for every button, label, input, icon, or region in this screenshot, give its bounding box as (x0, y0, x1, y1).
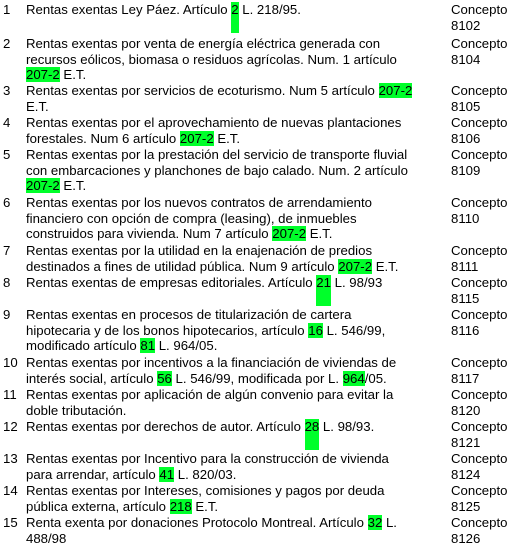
item-description (26, 243, 444, 274)
text-segment: modificado artículo (26, 338, 141, 354)
text-segment: L. 820/03. (174, 466, 237, 482)
concept-label: Concepto (451, 195, 508, 210)
concept-number: 8106 (451, 130, 481, 146)
concept-label: Concepto (451, 275, 508, 290)
description-line (26, 307, 444, 323)
text-segment: E.T. (372, 258, 399, 274)
highlighted-article-number: 207-2 (179, 130, 214, 146)
concept-code (451, 355, 515, 386)
concept-number: 8124 (451, 466, 481, 482)
text-segment: L. 98/93 (330, 275, 383, 290)
text-segment: construidos para vivienda. Num 7 artículo (26, 226, 273, 242)
item-description (26, 147, 444, 194)
highlighted-article-number: 2 (231, 2, 238, 33)
concept-code (451, 387, 515, 418)
concept-number: 8116 (451, 322, 480, 338)
description-line (26, 338, 444, 354)
description-line (26, 371, 444, 387)
text-segment: Rentas exentas por servicios de ecoturismo. Num 5 artículo (26, 83, 379, 98)
text-segment: 488/98 (26, 530, 67, 546)
concept-code (451, 147, 515, 178)
highlighted-article-number: 56 (157, 370, 172, 386)
concept-number: 8126 (451, 530, 481, 546)
concept-number: 8105 (451, 98, 481, 114)
item-description (26, 195, 444, 242)
text-segment: L. 964/05. (155, 338, 218, 354)
text-segment: Rentas exentas por los nuevos contratos de arrendamiento (26, 195, 373, 210)
item-description (26, 307, 444, 354)
concept-label: Concepto (451, 515, 508, 530)
highlighted-article-number: 16 (308, 322, 323, 338)
description-line (26, 178, 444, 194)
description-line (26, 195, 444, 211)
description-line (26, 531, 444, 547)
highlighted-article-number: 21 (316, 275, 331, 306)
description-line (26, 451, 444, 467)
text-segment: /05. (364, 370, 387, 386)
concept-label: Concepto (451, 36, 508, 51)
concept-label: Concepto (451, 147, 508, 162)
item-description (26, 355, 444, 386)
description-line (26, 467, 444, 483)
text-segment: L. 218/95. (238, 2, 301, 17)
description-line (26, 259, 444, 275)
description-line (26, 36, 444, 52)
concept-number: 8109 (451, 162, 481, 178)
description-line (26, 355, 444, 371)
highlighted-article-number: 32 (367, 515, 383, 530)
highlighted-article-number: 207-2 (26, 178, 60, 194)
description-line (26, 403, 444, 419)
text-segment: interés social, artículo (26, 370, 158, 386)
item-number: 3 (3, 83, 11, 98)
text-segment: Rentas exentas de empresas editoriales. Artículo (26, 275, 317, 290)
text-segment: E.T. (191, 498, 219, 514)
item-number: 4 (3, 115, 11, 130)
highlighted-article-number: 207-2 (378, 83, 413, 98)
item-description (26, 451, 444, 482)
highlighted-article-number: 28 (305, 419, 320, 450)
text-segment: Renta exenta por donaciones Protocolo Montreal. Artículo (26, 515, 368, 530)
text-segment: financiero con opción de compra (leasing), de inmuebles (26, 210, 357, 226)
item-description (26, 483, 444, 514)
description-line (26, 483, 444, 499)
description-line (26, 419, 444, 450)
description-line (26, 131, 444, 147)
text-segment: Rentas exentas por el aprovechamiento de nuevas plantaciones (26, 115, 402, 130)
description-line (26, 387, 444, 403)
item-description (26, 515, 444, 546)
text-segment: pública externa, artículo (26, 498, 170, 514)
highlighted-article-number: 207-2 (26, 67, 60, 83)
description-line (26, 275, 444, 306)
highlighted-article-number: 218 (169, 498, 192, 514)
item-number: 7 (3, 243, 11, 258)
text-segment: E.T. (213, 130, 241, 146)
description-line (26, 67, 444, 83)
concept-code (451, 195, 515, 226)
item-description (26, 2, 444, 33)
concept-label: Concepto (451, 307, 508, 322)
description-line (26, 99, 444, 115)
text-segment: hipotecaria y de los bonos hipotecarios, artículo (26, 322, 309, 338)
item-number: 6 (3, 195, 11, 210)
highlighted-article-number: 964 (342, 370, 365, 386)
item-number: 5 (3, 147, 11, 162)
concept-number: 8121 (451, 434, 481, 450)
concept-number: 8117 (451, 370, 480, 386)
concept-label: Concepto (451, 355, 508, 370)
description-line (26, 211, 444, 227)
concept-code (451, 83, 515, 114)
description-line (26, 226, 444, 242)
concept-label: Concepto (451, 115, 508, 130)
concept-code (451, 36, 515, 67)
description-line (26, 499, 444, 515)
text-segment: L. (382, 515, 397, 530)
concept-code (451, 451, 515, 482)
concept-code (451, 307, 515, 338)
concept-code (451, 275, 515, 306)
highlighted-article-number: 81 (140, 338, 156, 354)
item-number: 10 (3, 355, 18, 370)
text-segment: E.T. (59, 67, 87, 83)
concept-number: 8125 (451, 498, 481, 514)
concept-number: 8110 (451, 210, 480, 226)
text-segment: Rentas exentas por la prestación del servicio de transporte fluvial (26, 147, 408, 162)
text-segment: E.T. (59, 178, 87, 194)
description-line (26, 83, 444, 99)
description-line (26, 515, 444, 531)
item-number: 2 (3, 36, 11, 51)
text-segment: para arrendar, artículo (26, 466, 160, 482)
description-line (26, 52, 444, 68)
item-description (26, 36, 444, 83)
concept-code (451, 2, 515, 33)
text-segment: Rentas exentas por incentivos a la financiación de viviendas de (26, 355, 397, 370)
text-segment: doble tributación. (26, 402, 127, 418)
text-segment: Rentas exentas por Intereses, comisiones y pagos por deuda (26, 483, 385, 498)
description-line (26, 147, 444, 163)
text-segment: recursos eólicos, biomasa o residuos agrícolas. Num. 1 artículo (26, 51, 397, 67)
concept-number: 8102 (451, 17, 481, 33)
text-segment: L. 546/99, (322, 322, 386, 338)
highlighted-article-number: 207-2 (338, 258, 373, 274)
item-number: 11 (3, 387, 17, 402)
item-description (26, 387, 444, 418)
item-number: 1 (3, 2, 11, 17)
highlighted-article-number: 207-2 (272, 226, 307, 242)
concept-label: Concepto (451, 243, 508, 258)
item-description (26, 419, 444, 450)
text-segment: Rentas exentas por venta de energía eléctrica generada con (26, 36, 381, 51)
concept-code (451, 515, 515, 546)
concept-number: 8104 (451, 51, 481, 67)
text-segment: Rentas exentas en procesos de titularización de cartera (26, 307, 352, 322)
item-number: 13 (3, 451, 18, 466)
item-number: 9 (3, 307, 11, 322)
concept-label: Concepto (451, 451, 508, 466)
concept-label: Concepto (451, 387, 508, 402)
text-segment: con embarcaciones y planchones de bajo calado. Num. 2 artículo (26, 162, 408, 178)
text-segment: L. 98/93. (319, 419, 375, 434)
concept-label: Concepto (451, 419, 508, 434)
item-number: 8 (3, 275, 11, 290)
item-description (26, 115, 444, 146)
highlighted-article-number: 41 (159, 466, 175, 482)
concept-code (451, 115, 515, 146)
description-line (26, 115, 444, 131)
concept-code (451, 419, 515, 450)
concept-number: 8111 (451, 258, 479, 274)
text-segment: Rentas exentas Ley Páez. Artículo (26, 2, 232, 17)
concept-number: 8115 (451, 290, 480, 306)
text-segment: Rentas exentas por derechos de autor. Artículo (26, 419, 305, 434)
concept-code (451, 243, 515, 274)
item-number: 12 (3, 419, 18, 434)
description-line (26, 163, 444, 179)
text-segment: L. 546/99, modificada por L. (171, 370, 343, 386)
item-description (26, 83, 444, 114)
text-segment: Rentas exentas por Incentivo para la construcción de vivienda (26, 451, 389, 466)
text-segment: destinados a fines de utilidad pública. Num 9 artículo (26, 258, 339, 274)
concept-label: Concepto (451, 83, 508, 98)
concept-code (451, 483, 515, 514)
text-segment: E.T. (26, 98, 49, 114)
item-description (26, 275, 444, 306)
text-segment: Rentas exentas por la utilidad en la enajenación de predios (26, 243, 373, 258)
item-number: 15 (3, 515, 18, 530)
text-segment: E.T. (306, 226, 333, 242)
text-segment: Rentas exentas por aplicación de algún convenio para evitar la (26, 387, 394, 402)
concept-label: Concepto (451, 483, 508, 498)
description-line (26, 2, 444, 33)
text-segment: forestales. Num 6 artículo (26, 130, 180, 146)
item-number: 14 (3, 483, 18, 498)
concept-label: Concepto (451, 2, 508, 17)
description-line (26, 323, 444, 339)
description-line (26, 243, 444, 259)
concept-number: 8120 (451, 402, 481, 418)
